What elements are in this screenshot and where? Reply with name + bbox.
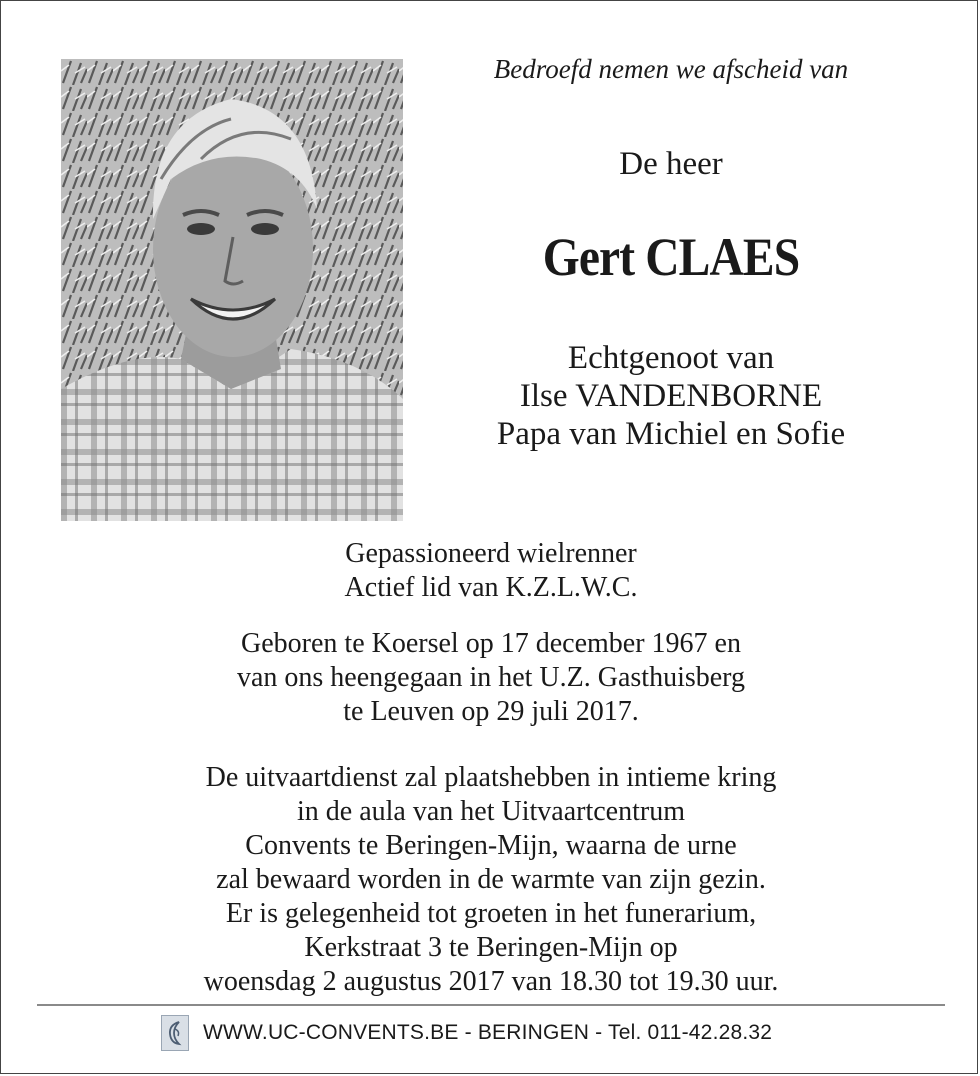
family-line: Ilse VANDENBORNE (519, 378, 823, 414)
service-block (41, 761, 941, 999)
about-line: Actief lid van K.Z.L.W.C. (344, 572, 638, 603)
service-line: Kerkstraat 3 te Beringen-Mijn op (304, 932, 678, 963)
family-line: Echtgenoot van (567, 340, 775, 376)
about-line: Gepassioneerd wielrenner (345, 538, 637, 569)
birth-death-block (41, 627, 941, 729)
service-line: woensdag 2 augustus 2017 van 18.30 tot 19.30 uur. (203, 966, 779, 997)
service-line: Convents te Beringen-Mijn, waarna de urne (245, 830, 737, 861)
portrait-photo (61, 59, 403, 521)
intro-text: Bedroefd nemen we afscheid van (493, 54, 849, 84)
honorific: De heer (619, 146, 723, 182)
family-block (431, 339, 911, 453)
birth-death-line: Geboren te Koersel op 17 december 1967 en (241, 628, 741, 659)
funeral-home-logo-icon (161, 1015, 189, 1051)
deceased-name: Gert CLAES (542, 227, 800, 287)
service-line: De uitvaartdienst zal plaatshebben in intieme kring (205, 762, 777, 793)
service-line: zal bewaard worden in de warmte van zijn gezin. (216, 864, 766, 895)
birth-death-line: te Leuven op 29 juli 2017. (343, 696, 639, 727)
about-block (41, 537, 941, 605)
footer-contact[interactable]: WWW.UC-CONVENTS.BE - BERINGEN - Tel. 011-42.28.32 (203, 1021, 773, 1044)
footer (161, 1015, 772, 1051)
service-line: Er is gelegenheid tot groeten in het funerarium, (225, 898, 757, 929)
footer-divider (37, 1004, 945, 1006)
family-line: Papa van Michiel en Sofie (496, 416, 846, 452)
service-line: in de aula van het Uitvaartcentrum (297, 796, 685, 827)
birth-death-line: van ons heengegaan in het U.Z. Gasthuisberg (236, 662, 746, 693)
